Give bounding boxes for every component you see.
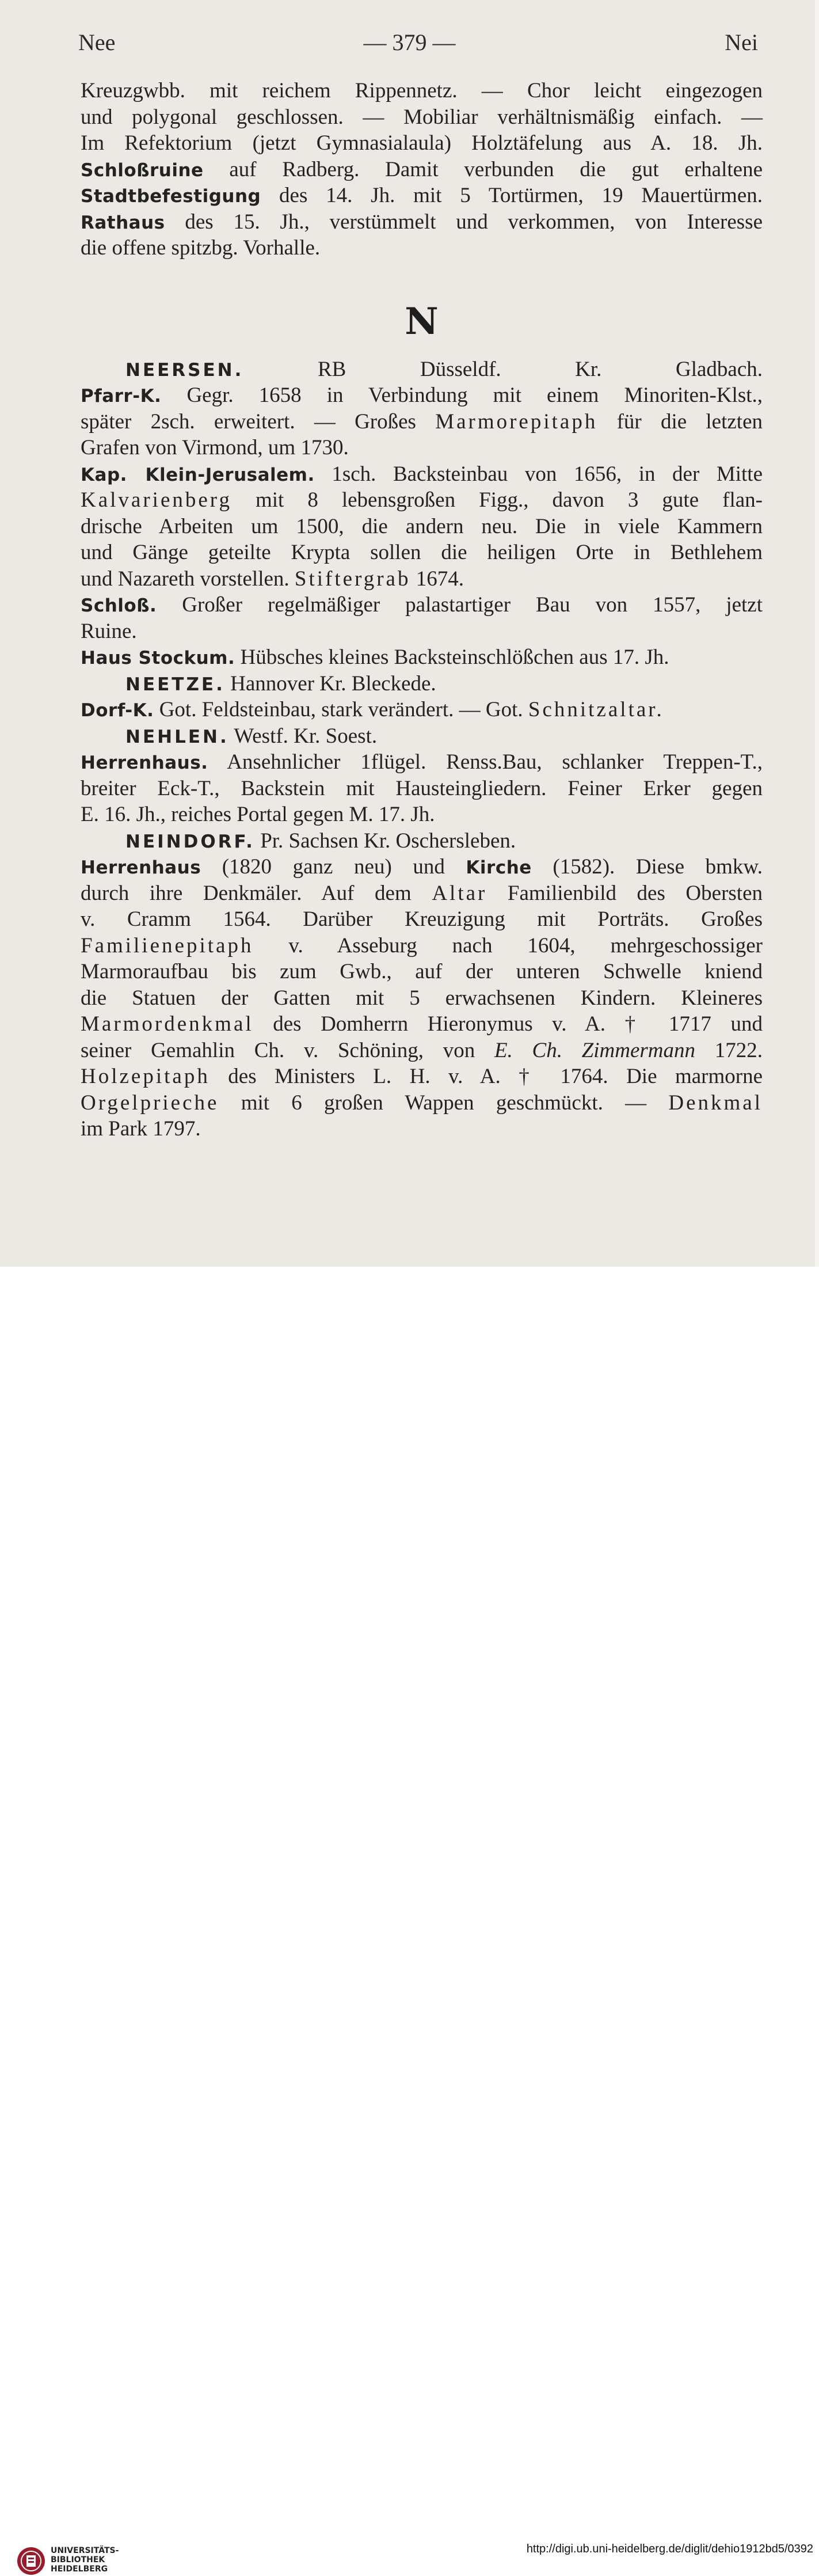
text-line [81,723,763,750]
text-run: die offene spitzbg. Vorhalle. [81,236,321,260]
text-run: später 2sch. erweitert. — Großes [81,409,436,434]
entry-heading: Kap. Klein-Jerusalem. [81,464,315,485]
text-line [81,880,763,907]
text-run: und polygonal geschlossen. — Mobiliar verhältnismäßig einfach. — [81,105,763,129]
text-run: Westf. Kr. Soest. [228,724,378,748]
entry-heading: Pfarr-K. [81,386,162,406]
text-run: 1sch. Backsteinbau von 1656, in der Mitte [314,462,763,486]
text-run: auf Radberg. Damit verbunden die gut erhaltene [203,157,763,181]
text-line [81,749,763,776]
text-line [81,644,763,671]
text-line [81,618,763,645]
text-line [81,382,763,409]
text-line [81,514,763,540]
text-run: E. 16. Jh., reiches Portal gegen M. 17. Jh. [81,803,435,826]
entry-heading: Dorf-K. [81,700,154,721]
text-run: Großer regelmäßiger palastartiger Bau von 1557, jetzt [157,593,763,617]
text-run: mit 6 großen Wappen geschmückt. — [219,1091,669,1115]
text-line [81,435,763,461]
text-line [81,487,763,514]
text-run: v. Asseburg nach 1604, mehrgeschossiger [253,933,763,958]
text-run: Holzepitaph [81,1065,210,1088]
text-line [81,1063,763,1090]
text-line [81,183,763,209]
text-run: Hannover Kr. Bleckede. [224,671,436,696]
page-edge [815,0,819,1267]
text-run: des 15. Jh., verstümmelt und verkommen, von Interesse [165,210,763,234]
entry-heading: Herrenhaus. [81,753,208,773]
text-line [81,78,763,104]
text-line [81,209,763,235]
place-heading: NEHLEN. [125,726,229,747]
text-run: des Domherrn Hieronymus v. A. † 1717 und [253,1012,763,1036]
running-head-left: Nee [78,29,116,55]
text-run: Altar [432,881,487,905]
entry-heading: Herrenhaus [81,857,201,878]
text-run: Familienbild des Obersten [487,881,763,905]
body-text [81,78,763,1142]
text-line [81,356,763,383]
scanned-page [0,0,819,1267]
text-run: Schnitzaltar. [528,698,664,721]
text-line [81,801,763,828]
text-run: Orgelprieche [81,1091,219,1115]
text-run: drische Arbeiten um 1500, die andern neu. Die in viele Kammern [81,514,763,538]
text-line [81,854,763,880]
text-run: breiter Eck-T., Backstein mit Hausteingliedern. Feiner Erker gegen [81,776,763,800]
text-line [81,409,763,435]
spacer [81,261,763,287]
text-run: Kalvarienberg [81,488,232,512]
text-run: Marmoraufbau bis zum Gwb., auf der unteren Schwelle kniend [81,960,763,983]
entry-heading: Schloßruine [81,159,204,181]
text-run: des 14. Jh. mit 5 Tortürmen, 19 Mauertürmen. [261,184,763,207]
text-run: 1674. [410,567,464,591]
text-run: Ansehnlicher 1flügel. Renss.Bau, schlanker Treppen-T., [208,750,763,774]
text-line [81,566,763,592]
text-run: Im Refektorium (jetzt Gymnasialaula) Holztäfelung aus A. 18. Jh. [81,131,763,155]
text-run: seiner Gemahlin Ch. v. Schöning, von [81,1038,494,1062]
entry-heading: Stadtbefestigung [81,186,261,207]
text-line [81,959,763,985]
text-line [81,104,763,131]
text-line [81,461,763,488]
text-line [81,1090,763,1116]
text-run: v. Cramm 1564. Darüber Kreuzigung mit Porträts. Großes [81,907,763,931]
entry-heading: Schloß. [81,595,157,616]
text-line [81,1038,763,1064]
place-heading: NEINDORF. [125,831,255,852]
text-run: Grafen von Virmond, um 1730. [81,436,349,459]
text-run: des Ministers L. H. v. A. † 1764. Die marmorne [209,1065,763,1088]
text-line [81,985,763,1012]
text-line [81,1011,763,1038]
text-run: für die letzten [597,409,763,434]
text-run: Pr. Sachsen Kr. Oschersleben. [254,829,516,853]
running-head-right: Nei [725,29,758,55]
section-letter: N [405,299,439,343]
text-run: und Nazareth vorstellen. [81,567,295,591]
text-line [81,933,763,959]
text-line [81,130,763,157]
entry-heading: Haus Stockum. [81,648,235,668]
text-run: durch ihre Denkmäler. Auf dem [81,881,432,905]
text-run: Hübsches kleines Backsteinschlößchen aus 17. Jh. [235,645,669,669]
text-run: Kreuzgwbb. mit reichem Rippennetz. — Chor leicht eingezogen [81,79,763,102]
text-run: Got. Feldsteinbau, stark verändert. — Got. [154,698,528,721]
text-line [81,671,763,697]
text-line [81,906,763,933]
text-run: Gegr. 1658 in Verbindung mit einem Minoriten-Klst., [161,383,763,407]
entry-heading: Kirche [466,857,532,878]
text-run: Marmorepitaph [435,409,598,434]
text-run: (1820 ganz neu) und [201,855,466,879]
text-run: Familienepitaph [81,933,254,958]
text-run: Marmordenkmal [81,1012,254,1036]
text-run: Ruine. [81,619,137,643]
text-run: Denkmal [668,1091,763,1115]
text-run: im Park 1797. [81,1117,201,1141]
text-line [81,697,763,723]
text-run: Stiftergrab [294,567,411,591]
page-number: — 379 — [363,29,456,55]
text-line [81,828,763,854]
footer-bar [0,1267,819,2574]
entry-heading: Rathaus [81,212,165,233]
text-line [81,776,763,802]
text-line [81,592,763,618]
text-run: und Gänge geteilte Krypta sollen die heiligen Orte in Bethlehem [81,541,763,564]
text-run: mit 8 lebensgroßen Figg., davon 3 gute flan- [231,488,763,512]
place-heading: NEETZE. [125,674,225,695]
text-run: RB Düsseldf. Kr. Gladbach. [243,357,763,381]
text-line [81,157,763,183]
place-heading: NEERSEN. [125,359,244,381]
text-run: (1582). Diese bmkw. [531,855,763,879]
library-seal-icon [16,2546,46,2576]
text-line [81,1116,763,1142]
text-run: 1722. [695,1038,763,1062]
text-line [81,539,763,566]
text-line [81,235,763,261]
library-name: UNIVERSITÄTS- BIBLIOTHEK HEIDELBERG [51,2546,119,2574]
source-url[interactable]: http://digi.ub.uni-heidelberg.de/diglit/dehio1912bd5/0392 [526,2543,813,2555]
text-run: E. Ch. Zimmermann [494,1038,696,1062]
text-run: die Statuen der Gatten mit 5 erwachsenen Kindern. Kleineres [81,986,763,1010]
